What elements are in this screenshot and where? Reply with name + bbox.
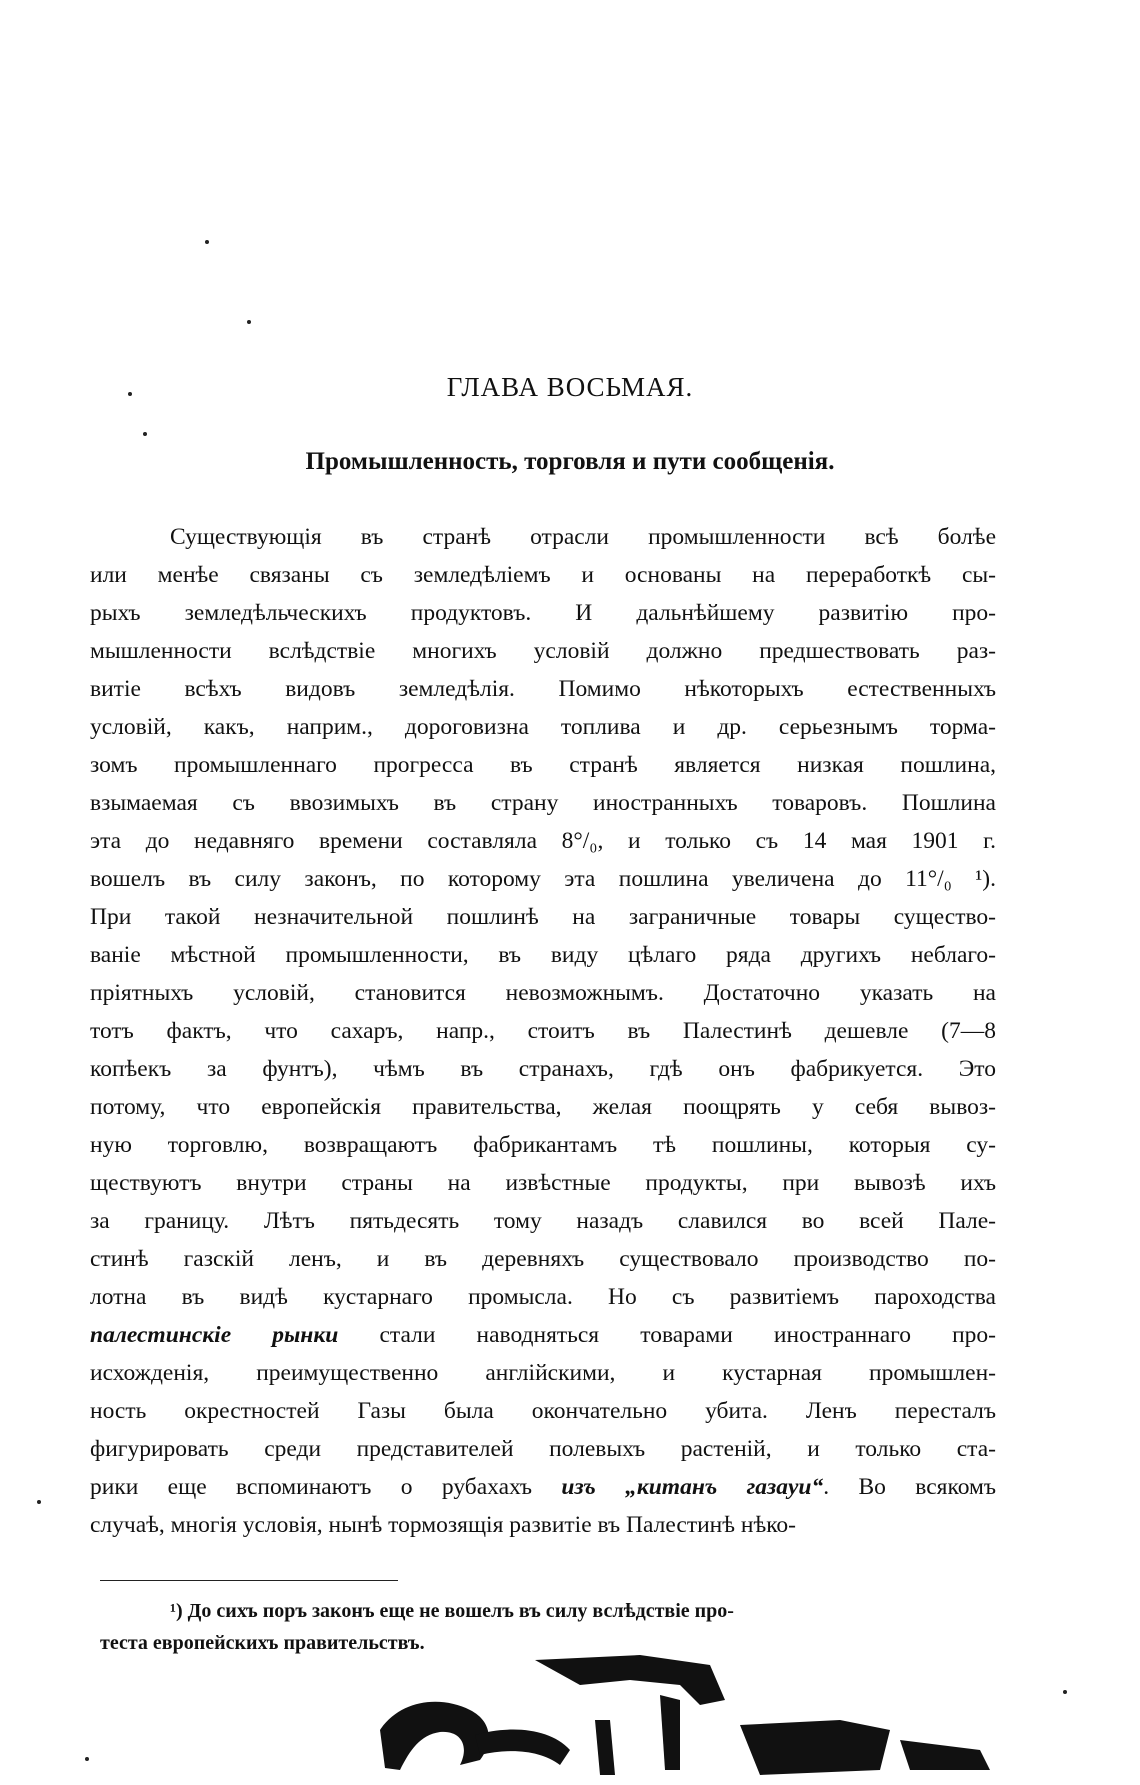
text-line: лотна въ видѣ кустарнаго промысла. Но съ развитіемъ пароходства (90, 1284, 996, 1310)
text-line: При такой незначительной пошлинѣ на заграничные товары существо- (90, 904, 996, 930)
scan-speck (247, 320, 251, 324)
text-line: ваніе мѣстной промышленности, въ виду цѣлаго ряда другихъ неблаго- (90, 942, 996, 968)
ink-blot-artifact (380, 1640, 1020, 1780)
text-line: ную торговлю, возвращаютъ фабрикантамъ тѣ пошлины, которыя су- (90, 1132, 996, 1158)
text-line: или менѣе связаны съ земледѣліемъ и основаны на переработкѣ сы- (90, 562, 996, 588)
scan-speck (1063, 1690, 1067, 1694)
text-line: эта до недавняго времени составляла 8°/₀, и только съ 14 мая 1901 г. (90, 828, 996, 854)
text-line-mixed (90, 1316, 996, 1354)
italic-phrase: изъ „китанъ газаyu“ (561, 1474, 824, 1500)
text-line: случаѣ, многія условія, нынѣ тормозящія развитіе въ Палестинѣ нѣко- (90, 1512, 797, 1538)
text-fragment: стали наводняться товарами иностраннаго про- (338, 1322, 996, 1348)
text-line: фигурировать среди представителей полевыхъ растеній, и только ста- (90, 1436, 996, 1462)
footnote-line: ¹) До сихъ поръ законъ еще не вошелъ въ силу вслѣдствіе про- (170, 1600, 734, 1622)
footnote-line: теста европейскихъ правительствъ. (100, 1632, 425, 1654)
text-fragment: . Во всякомъ (823, 1474, 997, 1500)
text-line-mixed (90, 1468, 996, 1506)
body-paragraph (90, 518, 996, 1544)
text-fragment: рики еще вспоминаютъ о рубахахъ (90, 1474, 562, 1500)
text-line: ществуютъ внутри страны на извѣстные продукты, при вывозѣ ихъ (90, 1170, 996, 1196)
text-line: ность окрестностей Газы была окончательно убита. Ленъ пересталъ (90, 1398, 996, 1424)
text-line: условій, какъ, наприм., дороговизна топлива и др. серьезнымъ торма- (90, 714, 996, 740)
text-line: вошелъ въ силу законъ, по которому эта пошлина увеличена до 11°/₀ ¹). (90, 866, 996, 892)
scan-speck (85, 1757, 89, 1761)
text-line: потому, что европейскія правительства, желая поощрять у себя вывоз- (90, 1094, 996, 1120)
scan-speck (37, 1500, 41, 1504)
text-line: копѣекъ за фунтъ), чѣмъ въ странахъ, гдѣ онъ фабрикуется. Это (90, 1056, 996, 1082)
text-line: мышленности вслѣдствіе многихъ условій должно предшествовать раз- (90, 638, 996, 664)
footnote-divider (100, 1580, 398, 1581)
text-line: стинѣ газскій ленъ, и въ деревняхъ существовало производство по- (90, 1246, 996, 1272)
text-line: взымаемая съ ввозимыхъ въ страну иностранныхъ товаровъ. Пошлина (90, 790, 996, 816)
scan-speck (128, 392, 132, 396)
text-line: рыхъ земледѣльческихъ продуктовъ. И дальнѣйшему развитію про- (90, 600, 996, 626)
text-line: исхожденія, преимущественно англійскими, и кустарная промышлен- (90, 1360, 996, 1386)
text-line: зомъ промышленнаго прогресса въ странѣ является низкая пошлина, (90, 752, 996, 778)
text-line: за границу. Лѣтъ пятьдесять тому назадъ славился во всей Пале- (90, 1208, 996, 1234)
section-title: Промышленность, торговля и пути сообщенія. (305, 448, 835, 475)
text-line: витіе всѣхъ видовъ земледѣлія. Помимо нѣкоторыхъ естественныхъ (90, 676, 996, 702)
chapter-title: ГЛАВА ВОСЬМАЯ. (446, 372, 694, 402)
text-line: Существующія въ странѣ отрасли промышленности всѣ болѣе (170, 524, 996, 550)
scan-speck (205, 240, 209, 244)
text-line: пріятныхъ условій, становится невозможнымъ. Достаточно указать на (90, 980, 996, 1006)
text-line: тотъ фактъ, что сахаръ, напр., стоитъ въ Палестинѣ дешевле (7—8 (90, 1018, 996, 1044)
scan-speck (143, 432, 147, 436)
italic-phrase: палестинскіе рынки (90, 1322, 339, 1348)
